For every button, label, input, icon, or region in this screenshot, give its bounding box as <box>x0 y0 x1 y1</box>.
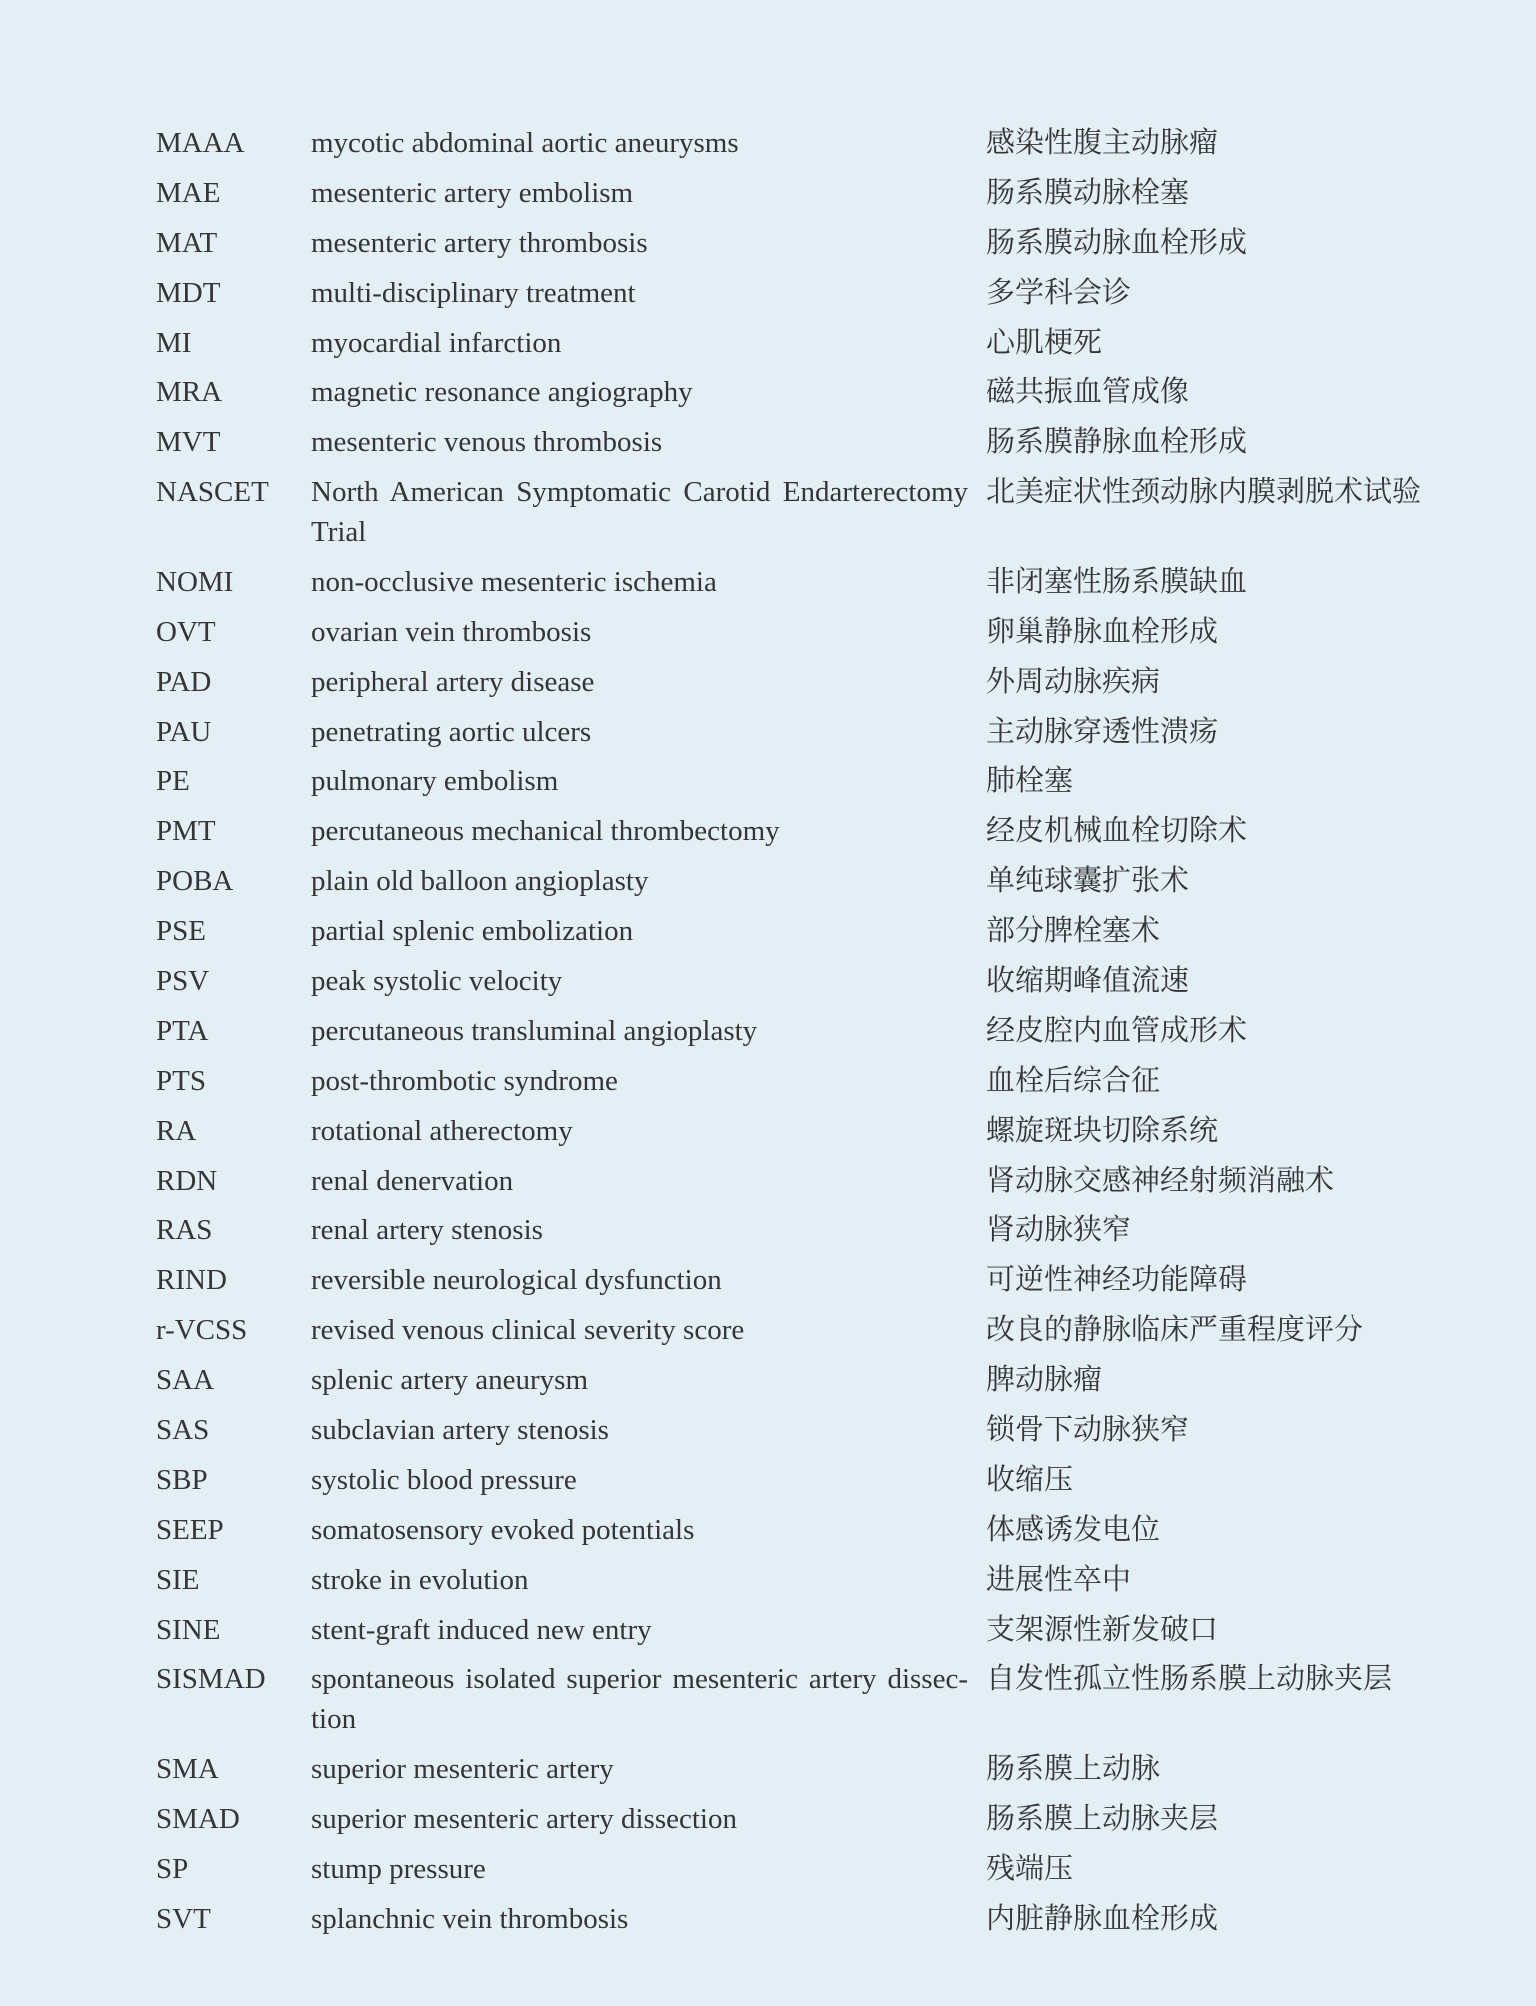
glossary-row <box>156 1800 1486 1850</box>
abbreviation: PTA <box>156 1014 209 1047</box>
chinese-term: 内脏静脉血栓形成 <box>986 1902 1219 1935</box>
english-term: mycotic abdominal aortic aneurysms <box>311 127 739 159</box>
glossary-row <box>156 762 1486 812</box>
glossary-row <box>156 1112 1486 1162</box>
english-term: splanchnic vein thrombosis <box>311 1902 629 1935</box>
chinese-term: 磁共振血管成像 <box>986 376 1190 409</box>
chinese-term: 肾动脉交感神经射频消融术 <box>986 1164 1335 1197</box>
english-term-line: spontaneous isolated superior mesenteric artery dissec- <box>311 1663 968 1696</box>
abbreviation: RA <box>156 1114 197 1147</box>
chinese-term: 支架源性新发破口 <box>986 1613 1219 1646</box>
abbreviation: NOMI <box>156 565 234 598</box>
abbreviation: PTS <box>156 1064 206 1097</box>
abbreviation: NASCET <box>156 476 269 509</box>
english-term: renal denervation <box>311 1164 514 1197</box>
chinese-term: 体感诱发电位 <box>986 1513 1161 1546</box>
english-term: mesenteric venous thrombosis <box>311 426 663 459</box>
chinese-term: 肠系膜上动脉 <box>986 1753 1161 1786</box>
glossary-list <box>156 124 1486 1950</box>
abbreviation: MVT <box>156 426 221 459</box>
abbreviation: OVT <box>156 615 216 648</box>
abbreviation: PE <box>156 765 190 798</box>
chinese-term: 脾动脉瘤 <box>986 1364 1103 1397</box>
abbreviation: SINE <box>156 1613 221 1646</box>
abbreviation: POBA <box>156 865 234 898</box>
english-term: mesenteric artery thrombosis <box>311 226 648 259</box>
english-term: plain old balloon angioplasty <box>311 865 649 898</box>
glossary-row <box>156 1750 1486 1800</box>
english-term <box>311 1660 968 1739</box>
chinese-term: 改良的静脉临床严重程度评分 <box>986 1314 1364 1347</box>
abbreviation: SEEP <box>156 1513 224 1546</box>
abbreviation: r-VCSS <box>156 1314 248 1347</box>
english-term: revised venous clinical severity score <box>311 1314 745 1347</box>
glossary-row <box>156 423 1486 473</box>
glossary-row <box>156 862 1486 912</box>
abbreviation: RAS <box>156 1214 213 1247</box>
chinese-term: 肺栓塞 <box>986 765 1074 798</box>
english-term: stent-graft induced new entry <box>311 1613 652 1646</box>
chinese-term: 经皮机械血栓切除术 <box>986 815 1248 848</box>
abbreviation: SISMAD <box>156 1663 266 1696</box>
glossary-row <box>156 563 1486 613</box>
english-term: stroke in evolution <box>311 1563 529 1596</box>
abbreviation: MRA <box>156 376 223 409</box>
chinese-term: 北美症状性颈动脉内膜剥脱术试验 <box>986 476 1422 509</box>
glossary-row <box>156 224 1486 274</box>
english-term: stump pressure <box>311 1852 486 1885</box>
english-term <box>311 473 968 552</box>
chinese-term: 非闭塞性肠系膜缺血 <box>986 565 1248 598</box>
glossary-row <box>156 174 1486 224</box>
abbreviation: SBP <box>156 1463 208 1496</box>
glossary-row <box>156 473 1486 563</box>
glossary-row <box>156 1162 1486 1212</box>
abbreviation: SAA <box>156 1364 215 1397</box>
abbreviation: MDT <box>156 276 221 309</box>
chinese-term: 可逆性神经功能障碍 <box>986 1264 1248 1297</box>
abbreviation: SMA <box>156 1753 219 1786</box>
abbreviation: MI <box>156 326 192 359</box>
abbreviation: SP <box>156 1852 189 1885</box>
glossary-row <box>156 274 1486 324</box>
english-term: reversible neurological dysfunction <box>311 1264 722 1297</box>
english-term: non-occlusive mesenteric ischemia <box>311 565 717 598</box>
abbreviation: SIE <box>156 1563 200 1596</box>
chinese-term: 单纯球囊扩张术 <box>986 865 1190 898</box>
english-term: splenic artery aneurysm <box>311 1364 589 1397</box>
english-term: superior mesenteric artery <box>311 1753 614 1786</box>
english-term: post-thrombotic syndrome <box>311 1064 618 1097</box>
abbreviation: SMAD <box>156 1802 240 1835</box>
chinese-term: 自发性孤立性肠系膜上动脉夹层 <box>986 1663 1393 1696</box>
english-term: mesenteric artery embolism <box>311 176 634 209</box>
glossary-row <box>156 1850 1486 1900</box>
english-term: percutaneous mechanical thrombectomy <box>311 815 780 848</box>
chinese-term: 部分脾栓塞术 <box>986 915 1161 948</box>
glossary-row <box>156 124 1486 174</box>
glossary-row <box>156 1660 1486 1750</box>
chinese-term: 卵巢静脉血栓形成 <box>986 615 1219 648</box>
chinese-term: 收缩压 <box>986 1463 1074 1496</box>
glossary-row <box>156 663 1486 713</box>
glossary-row <box>156 1411 1486 1461</box>
chinese-term: 螺旋斑块切除系统 <box>986 1114 1219 1147</box>
chinese-term: 肠系膜动脉血栓形成 <box>986 226 1248 259</box>
english-term: somatosensory evoked potentials <box>311 1513 695 1546</box>
glossary-row <box>156 1461 1486 1511</box>
abbreviation: MAAA <box>156 127 245 159</box>
chinese-term: 肠系膜动脉栓塞 <box>986 176 1190 209</box>
chinese-term: 外周动脉疾病 <box>986 665 1161 698</box>
english-term: percutaneous transluminal angioplasty <box>311 1014 758 1047</box>
glossary-row <box>156 1012 1486 1062</box>
glossary-row <box>156 324 1486 374</box>
glossary-row <box>156 1062 1486 1112</box>
chinese-term: 血栓后综合征 <box>986 1064 1161 1097</box>
abbreviation: MAE <box>156 176 221 209</box>
glossary-row <box>156 713 1486 763</box>
glossary-row <box>156 1311 1486 1361</box>
abbreviation: PMT <box>156 815 216 848</box>
glossary-row <box>156 613 1486 663</box>
english-term: ovarian vein thrombosis <box>311 615 592 648</box>
chinese-term: 心肌梗死 <box>986 326 1103 359</box>
chinese-term: 收缩期峰值流速 <box>986 964 1190 997</box>
abbreviation: RIND <box>156 1264 227 1297</box>
glossary-row <box>156 1261 1486 1311</box>
english-term: superior mesenteric artery dissection <box>311 1802 737 1835</box>
abbreviation: SAS <box>156 1413 210 1446</box>
english-term-line: tion <box>311 1703 357 1736</box>
abbreviation: SVT <box>156 1902 211 1935</box>
abbreviation: PAD <box>156 665 212 698</box>
abbreviation: PSE <box>156 915 206 948</box>
english-term: magnetic resonance angiography <box>311 376 693 409</box>
glossary-row <box>156 962 1486 1012</box>
chinese-term: 主动脉穿透性溃疡 <box>986 715 1219 748</box>
glossary-row <box>156 812 1486 862</box>
abbreviation: MAT <box>156 226 218 259</box>
glossary-row <box>156 1511 1486 1561</box>
glossary-row <box>156 373 1486 423</box>
english-term: multi-disciplinary treatment <box>311 276 636 309</box>
glossary-row <box>156 1561 1486 1611</box>
abbreviation: PAU <box>156 715 212 748</box>
english-term: myocardial infarction <box>311 326 562 359</box>
chinese-term: 残端压 <box>986 1852 1074 1885</box>
english-term: rotational atherectomy <box>311 1114 573 1147</box>
chinese-term: 感染性腹主动脉瘤 <box>986 127 1219 159</box>
chinese-term: 锁骨下动脉狭窄 <box>986 1413 1190 1446</box>
glossary-row <box>156 1361 1486 1411</box>
glossary-row <box>156 912 1486 962</box>
chinese-term: 肠系膜静脉血栓形成 <box>986 426 1248 459</box>
abbreviation: PSV <box>156 964 210 997</box>
chinese-term: 进展性卒中 <box>986 1563 1132 1596</box>
chinese-term: 肾动脉狭窄 <box>986 1214 1132 1247</box>
chinese-term: 肠系膜上动脉夹层 <box>986 1802 1219 1835</box>
english-term: partial splenic embolization <box>311 915 634 948</box>
english-term: subclavian artery stenosis <box>311 1413 609 1446</box>
english-term-line: North American Symptomatic Carotid Endarterectomy <box>311 476 968 509</box>
english-term: peak systolic velocity <box>311 964 563 997</box>
english-term: pulmonary embolism <box>311 765 559 798</box>
english-term-line: Trial <box>311 515 367 548</box>
english-term: peripheral artery disease <box>311 665 595 698</box>
chinese-term: 多学科会诊 <box>986 276 1132 309</box>
glossary-row <box>156 1611 1486 1661</box>
english-term: systolic blood pressure <box>311 1463 577 1496</box>
abbreviation: RDN <box>156 1164 218 1197</box>
english-term: renal artery stenosis <box>311 1214 543 1247</box>
chinese-term: 经皮腔内血管成形术 <box>986 1014 1248 1047</box>
glossary-row <box>156 1900 1486 1950</box>
english-term: penetrating aortic ulcers <box>311 715 592 748</box>
glossary-row <box>156 1211 1486 1261</box>
